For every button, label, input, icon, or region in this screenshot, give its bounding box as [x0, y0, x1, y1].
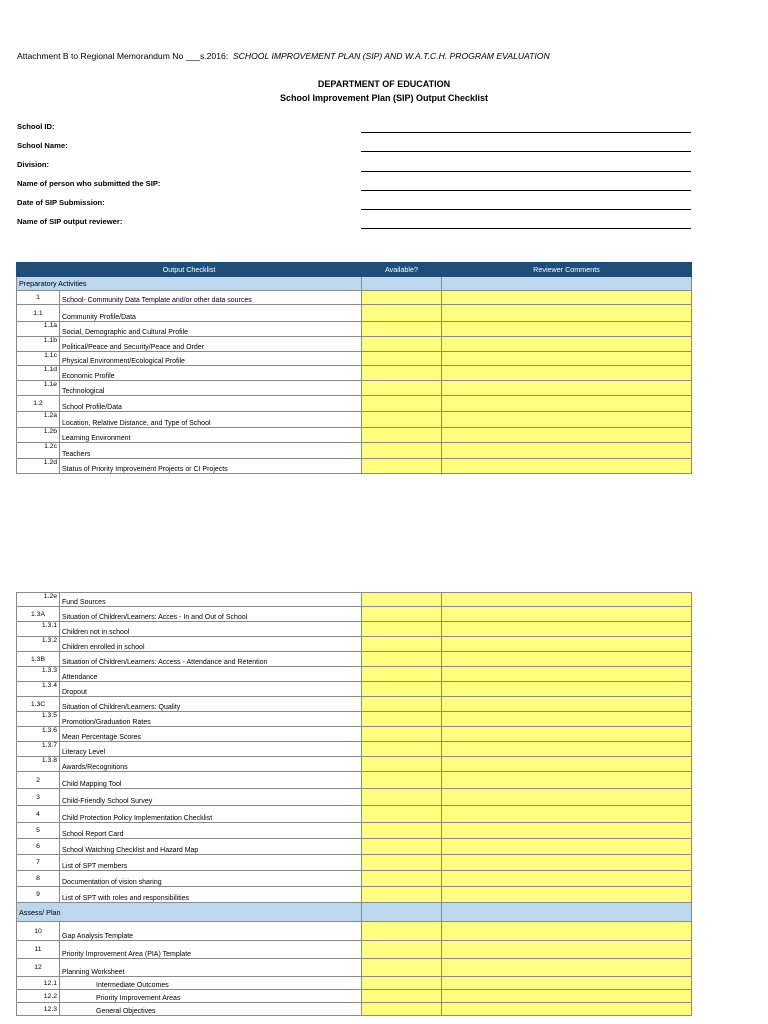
- table-row: [17, 772, 692, 789]
- field-line-division[interactable]: [361, 171, 691, 172]
- table-row: [17, 959, 692, 977]
- reviewer-comment-cell[interactable]: [442, 742, 692, 757]
- row-item: Intermediate Outcomes: [60, 977, 362, 990]
- row-item: Physical Environment/Ecological Profile: [60, 352, 362, 366]
- available-cell[interactable]: [362, 667, 442, 682]
- row-item: Child Protection Policy Implementation Checklist: [60, 806, 362, 823]
- header-available: Available?: [362, 263, 442, 277]
- row-number: 1.3.8: [17, 757, 60, 772]
- table-row: [17, 667, 692, 682]
- reviewer-comment-cell[interactable]: [442, 291, 692, 305]
- row-item: Mean Percentage Scores: [60, 727, 362, 742]
- row-item: Priority Improvement Areas: [60, 990, 362, 1003]
- reviewer-comment-cell[interactable]: [442, 757, 692, 772]
- reviewer-comment-cell[interactable]: [442, 922, 692, 941]
- row-item: School Report Card: [60, 823, 362, 839]
- row-number: 12.3: [17, 1003, 60, 1016]
- row-number: 1.3.3: [17, 667, 60, 682]
- available-cell[interactable]: [362, 322, 442, 337]
- table-row: [17, 337, 692, 352]
- row-number: 1.2e: [17, 593, 60, 607]
- reviewer-comment-cell[interactable]: [442, 959, 692, 977]
- row-item: General Objectives: [60, 1003, 362, 1016]
- table-row: [17, 443, 692, 459]
- table-row: [17, 806, 692, 823]
- row-item: Children not in school: [60, 622, 362, 637]
- available-cell[interactable]: [362, 443, 442, 459]
- row-number: 10: [17, 922, 60, 941]
- reviewer-comment-cell[interactable]: [442, 839, 692, 855]
- row-number: 4: [17, 806, 60, 823]
- table-row: [17, 607, 692, 622]
- row-number: 1.1a: [17, 322, 60, 337]
- field-line-submission-date[interactable]: [361, 209, 691, 210]
- row-item: Community Profile/Data: [60, 305, 362, 322]
- table-row: [17, 990, 692, 1003]
- reviewer-comment-cell[interactable]: [442, 712, 692, 727]
- row-number: 1.3B: [17, 652, 60, 667]
- available-cell[interactable]: [362, 959, 442, 977]
- table-row: [17, 459, 692, 474]
- reviewer-comment-cell[interactable]: [442, 990, 692, 1003]
- row-item: Economic Profile: [60, 366, 362, 381]
- available-cell[interactable]: [362, 871, 442, 887]
- table-row: [17, 291, 692, 305]
- field-line-submitter[interactable]: [361, 190, 691, 191]
- available-cell[interactable]: [362, 990, 442, 1003]
- reviewer-comment-cell[interactable]: [442, 697, 692, 712]
- row-number: 1.3.5: [17, 712, 60, 727]
- table-row: [17, 757, 692, 772]
- row-number: 6: [17, 839, 60, 855]
- available-cell[interactable]: [362, 607, 442, 622]
- reviewer-comment-cell[interactable]: [442, 977, 692, 990]
- reviewer-comment-cell[interactable]: [442, 337, 692, 352]
- field-line-school-id[interactable]: [361, 132, 691, 133]
- reviewer-comment-cell[interactable]: [442, 667, 692, 682]
- row-number: 1.2a: [17, 412, 60, 428]
- checklist-table-1: [16, 262, 692, 474]
- table-row: [17, 823, 692, 839]
- table-row: [17, 305, 692, 322]
- table-row: [17, 697, 692, 712]
- row-item: Child-Friendly School Survey: [60, 789, 362, 806]
- row-item: Attendance: [60, 667, 362, 682]
- reviewer-comment-cell[interactable]: [442, 772, 692, 789]
- row-item: Situation of Children/Learners: Acces - In and Out of School: [60, 607, 362, 622]
- table-row: [17, 352, 692, 366]
- section-available-cell: [362, 903, 442, 922]
- row-number: 1.2b: [17, 428, 60, 443]
- reviewer-comment-cell[interactable]: [442, 682, 692, 697]
- available-cell[interactable]: [362, 622, 442, 637]
- row-number: 12.2: [17, 990, 60, 1003]
- available-cell[interactable]: [362, 428, 442, 443]
- row-number: 1.1c: [17, 352, 60, 366]
- reviewer-comment-cell[interactable]: [442, 806, 692, 823]
- reviewer-comment-cell[interactable]: [442, 871, 692, 887]
- row-item: Child Mapping Tool: [60, 772, 362, 789]
- available-cell[interactable]: [362, 337, 442, 352]
- table-row: [17, 366, 692, 381]
- available-cell[interactable]: [362, 712, 442, 727]
- available-cell[interactable]: [362, 396, 442, 412]
- available-cell[interactable]: [362, 789, 442, 806]
- table-row: [17, 855, 692, 871]
- table-row: [17, 322, 692, 337]
- department-title: DEPARTMENT OF EDUCATION: [317, 79, 451, 89]
- reviewer-comment-cell[interactable]: [442, 887, 692, 903]
- reviewer-comment-cell[interactable]: [442, 823, 692, 839]
- row-number: 12: [17, 959, 60, 977]
- reviewer-comment-cell[interactable]: [442, 727, 692, 742]
- section-row-assess-plan: [17, 903, 692, 922]
- reviewer-comment-cell[interactable]: [442, 443, 692, 459]
- reviewer-comment-cell[interactable]: [442, 396, 692, 412]
- row-item: Priority Improvement Area (PIA) Template: [60, 941, 362, 959]
- available-cell[interactable]: [362, 922, 442, 941]
- table-row: [17, 396, 692, 412]
- reviewer-comment-cell[interactable]: [442, 622, 692, 637]
- available-cell[interactable]: [362, 823, 442, 839]
- row-number: 7: [17, 855, 60, 871]
- row-number: 1.3.1: [17, 622, 60, 637]
- reviewer-comment-cell[interactable]: [442, 322, 692, 337]
- table-row: [17, 941, 692, 959]
- row-number: 1.2: [17, 396, 60, 412]
- row-number: 1.3.4: [17, 682, 60, 697]
- row-item: Situation of Children/Learners: Quality: [60, 697, 362, 712]
- field-label-submitter: Name of person who submitted the SIP:: [17, 179, 161, 188]
- table-row: [17, 622, 692, 637]
- field-label-division: Division:: [17, 160, 50, 169]
- table-row: [17, 381, 692, 396]
- table-row: [17, 887, 692, 903]
- available-cell[interactable]: [362, 887, 442, 903]
- reviewer-comment-cell[interactable]: [442, 412, 692, 428]
- row-number: 9: [17, 887, 60, 903]
- available-cell[interactable]: [362, 772, 442, 789]
- row-item: Documentation of vision sharing: [60, 871, 362, 887]
- row-item: Children enrolled in school: [60, 637, 362, 652]
- table-row: [17, 412, 692, 428]
- row-item: Social, Demographic and Cultural Profile: [60, 322, 362, 337]
- reviewer-comment-cell[interactable]: [442, 459, 692, 474]
- table-row: [17, 682, 692, 697]
- row-number: 5: [17, 823, 60, 839]
- row-item: Literacy Level: [60, 742, 362, 757]
- row-item: Fund Sources: [60, 593, 362, 607]
- section-label: Assess/ Plan: [17, 903, 362, 922]
- field-label-school-id: School ID:: [17, 122, 55, 131]
- attachment-header: [17, 51, 757, 61]
- reviewer-comment-cell[interactable]: [442, 381, 692, 396]
- section-comment-cell: [442, 277, 692, 291]
- available-cell[interactable]: [362, 412, 442, 428]
- row-number: 1.3.6: [17, 727, 60, 742]
- table-row: [17, 977, 692, 990]
- field-label-school-name: School Name:: [17, 141, 68, 150]
- available-cell[interactable]: [362, 941, 442, 959]
- table-row: [17, 871, 692, 887]
- header-reviewer-comments: Reviewer Comments: [442, 263, 692, 277]
- row-number: 2: [17, 772, 60, 789]
- section-label: Preparatory Activities: [17, 277, 362, 291]
- field-label-reviewer: Name of SIP output reviewer:: [17, 217, 123, 226]
- checklist-table-2: [16, 592, 692, 1016]
- table-row: [17, 428, 692, 443]
- field-label-submission-date: Date of SIP Submission:: [17, 198, 105, 207]
- available-cell[interactable]: [362, 352, 442, 366]
- checklist-title: School Improvement Plan (SIP) Output Checklist: [279, 93, 489, 103]
- row-item: Teachers: [60, 443, 362, 459]
- row-item: Planning Worksheet: [60, 959, 362, 977]
- row-item: Political/Peace and Security/Peace and Order: [60, 337, 362, 352]
- available-cell[interactable]: [362, 652, 442, 667]
- reviewer-comment-cell[interactable]: [442, 855, 692, 871]
- available-cell[interactable]: [362, 855, 442, 871]
- row-number: 8: [17, 871, 60, 887]
- available-cell[interactable]: [362, 697, 442, 712]
- row-number: 1.2c: [17, 443, 60, 459]
- row-item: Status of Priority Improvement Projects or CI Projects: [60, 459, 362, 474]
- row-item: Situation of Children/Learners: Access - Attendance and Retention: [60, 652, 362, 667]
- section-row-preparatory: [17, 277, 692, 291]
- available-cell[interactable]: [362, 839, 442, 855]
- table-row: [17, 727, 692, 742]
- attachment-prefix: Attachment B to Regional Memorandum No ___s.2016:: [17, 51, 229, 61]
- row-number: 1.3.2: [17, 637, 60, 652]
- available-cell[interactable]: [362, 727, 442, 742]
- reviewer-comment-cell[interactable]: [442, 652, 692, 667]
- available-cell[interactable]: [362, 1003, 442, 1016]
- section-comment-cell: [442, 903, 692, 922]
- reviewer-comment-cell[interactable]: [442, 637, 692, 652]
- row-number: 1.1d: [17, 366, 60, 381]
- row-number: 12.1: [17, 977, 60, 990]
- table-row: [17, 922, 692, 941]
- reviewer-comment-cell[interactable]: [442, 607, 692, 622]
- row-number: 1.3A: [17, 607, 60, 622]
- header-output-checklist: Output Checklist: [17, 263, 362, 277]
- available-cell[interactable]: [362, 366, 442, 381]
- row-item: Learning Environment: [60, 428, 362, 443]
- row-number: 1: [17, 291, 60, 305]
- available-cell[interactable]: [362, 742, 442, 757]
- row-number: 11: [17, 941, 60, 959]
- row-item: School- Community Data Template and/or other data sources: [60, 291, 362, 305]
- row-item: Awards/Recognitions: [60, 757, 362, 772]
- available-cell[interactable]: [362, 977, 442, 990]
- table-row: [17, 593, 692, 607]
- table-row: [17, 637, 692, 652]
- available-cell[interactable]: [362, 593, 442, 607]
- table-row: [17, 839, 692, 855]
- attachment-title: SCHOOL IMPROVEMENT PLAN (SIP) AND W.A.T.C.H. PROGRAM EVALUATION: [232, 51, 550, 61]
- row-item: Gap Analysis Template: [60, 922, 362, 941]
- available-cell[interactable]: [362, 757, 442, 772]
- row-number: 1.3C: [17, 697, 60, 712]
- row-number: 1.1e: [17, 381, 60, 396]
- reviewer-comment-cell[interactable]: [442, 1003, 692, 1016]
- available-cell[interactable]: [362, 637, 442, 652]
- reviewer-comment-cell[interactable]: [442, 366, 692, 381]
- table-row: [17, 712, 692, 727]
- table-row: [17, 789, 692, 806]
- row-number: 1.3.7: [17, 742, 60, 757]
- reviewer-comment-cell[interactable]: [442, 352, 692, 366]
- row-number: 1.1: [17, 305, 60, 322]
- reviewer-comment-cell[interactable]: [442, 941, 692, 959]
- reviewer-comment-cell[interactable]: [442, 593, 692, 607]
- reviewer-comment-cell[interactable]: [442, 428, 692, 443]
- available-cell[interactable]: [362, 381, 442, 396]
- row-number: 3: [17, 789, 60, 806]
- reviewer-comment-cell[interactable]: [442, 789, 692, 806]
- row-item: Technological: [60, 381, 362, 396]
- row-item: List of SPT members: [60, 855, 362, 871]
- row-item: Dropout: [60, 682, 362, 697]
- row-item: Location, Relative Distance, and Type of School: [60, 412, 362, 428]
- row-number: 1.2d: [17, 459, 60, 474]
- row-item: School Watching Checklist and Hazard Map: [60, 839, 362, 855]
- row-item: List of SPT with roles and responsibilities: [60, 887, 362, 903]
- reviewer-comment-cell[interactable]: [442, 305, 692, 322]
- available-cell[interactable]: [362, 806, 442, 823]
- section-available-cell: [362, 277, 442, 291]
- field-line-reviewer[interactable]: [361, 228, 691, 229]
- available-cell[interactable]: [362, 682, 442, 697]
- table-row: [17, 1003, 692, 1016]
- table-row: [17, 652, 692, 667]
- available-cell[interactable]: [362, 291, 442, 305]
- row-number: 1.1b: [17, 337, 60, 352]
- row-item: School Profile/Data: [60, 396, 362, 412]
- table-row: [17, 742, 692, 757]
- available-cell[interactable]: [362, 305, 442, 322]
- row-item: Promotion/Graduation Rates: [60, 712, 362, 727]
- field-line-school-name[interactable]: [361, 151, 691, 152]
- available-cell[interactable]: [362, 459, 442, 474]
